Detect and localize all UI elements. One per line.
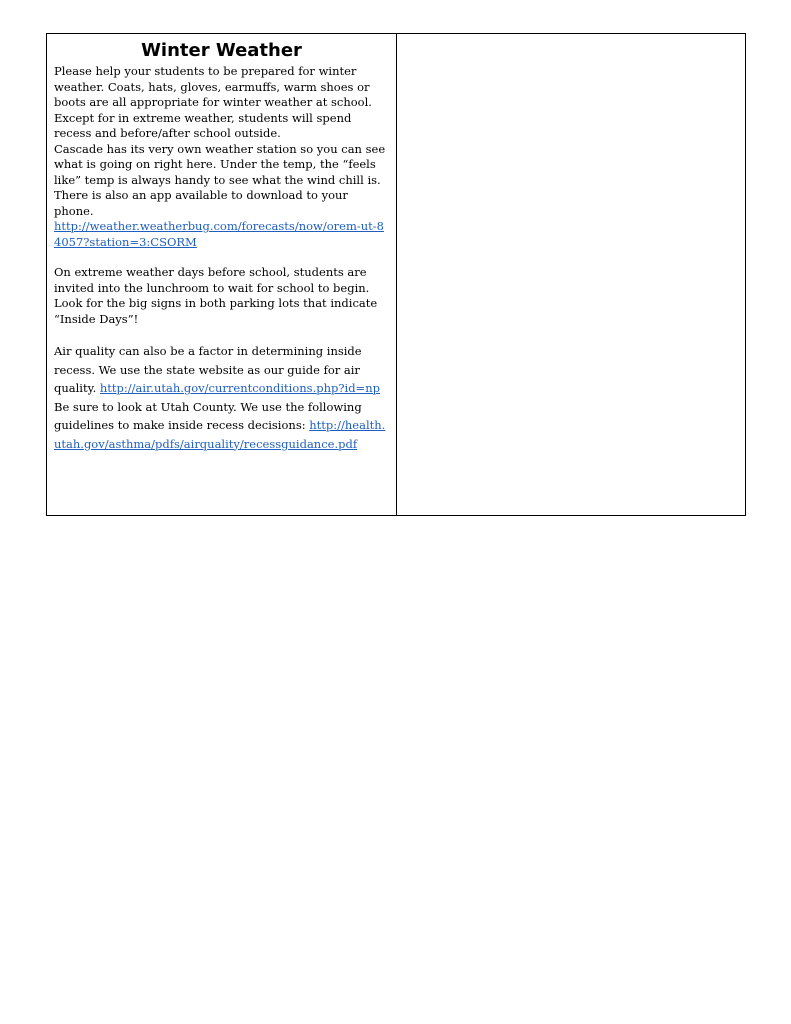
page-title: Winter Weather [141, 40, 302, 61]
utah-county-text: Be sure to look at Utah County. We use the following guidelines to make inside recess decisions: [54, 399, 362, 432]
air-utah-link[interactable]: http://air.utah.gov/currentconditions.php?id=np [99, 381, 380, 395]
weather-station-paragraph [54, 142, 389, 251]
winter-prep-paragraph: Please help your students to be prepared for winter weather. Coats, hats, gloves, earmuffs, warm shoes or boots are all appropriate for winter weather at school. Except for in extreme weather, students will spend recess and before/after school outside. [54, 64, 372, 140]
left-cell [47, 34, 397, 515]
air-quality-text: Air quality can also be a factor in determining inside recess. We use the state website as our guide for air quality. [54, 344, 362, 395]
recess-guidance-link[interactable]: http://health.utah.gov/asthma/pdfs/airquality/recessguidance.pdf [54, 418, 386, 451]
air-quality-paragraph [54, 342, 389, 453]
weatherbug-link[interactable]: http://weather.weatherbug.com/forecasts/now/orem-ut-84057?station=3:CSORM [54, 219, 385, 249]
right-cell [397, 34, 745, 515]
content-table [46, 33, 746, 516]
extreme-weather-paragraph: On extreme weather days before school, students are invited into the lunchroom to wait for school to begin. Look for the big signs in both parking lots that indicate “Inside Days”! [54, 265, 378, 326]
weather-station-text: Cascade has its very own weather station so you can see what is going on right here. Under the temp, the “feels like” temp is always handy to see what the wind chill is. There is also an app available to download to your phone. [54, 141, 386, 218]
